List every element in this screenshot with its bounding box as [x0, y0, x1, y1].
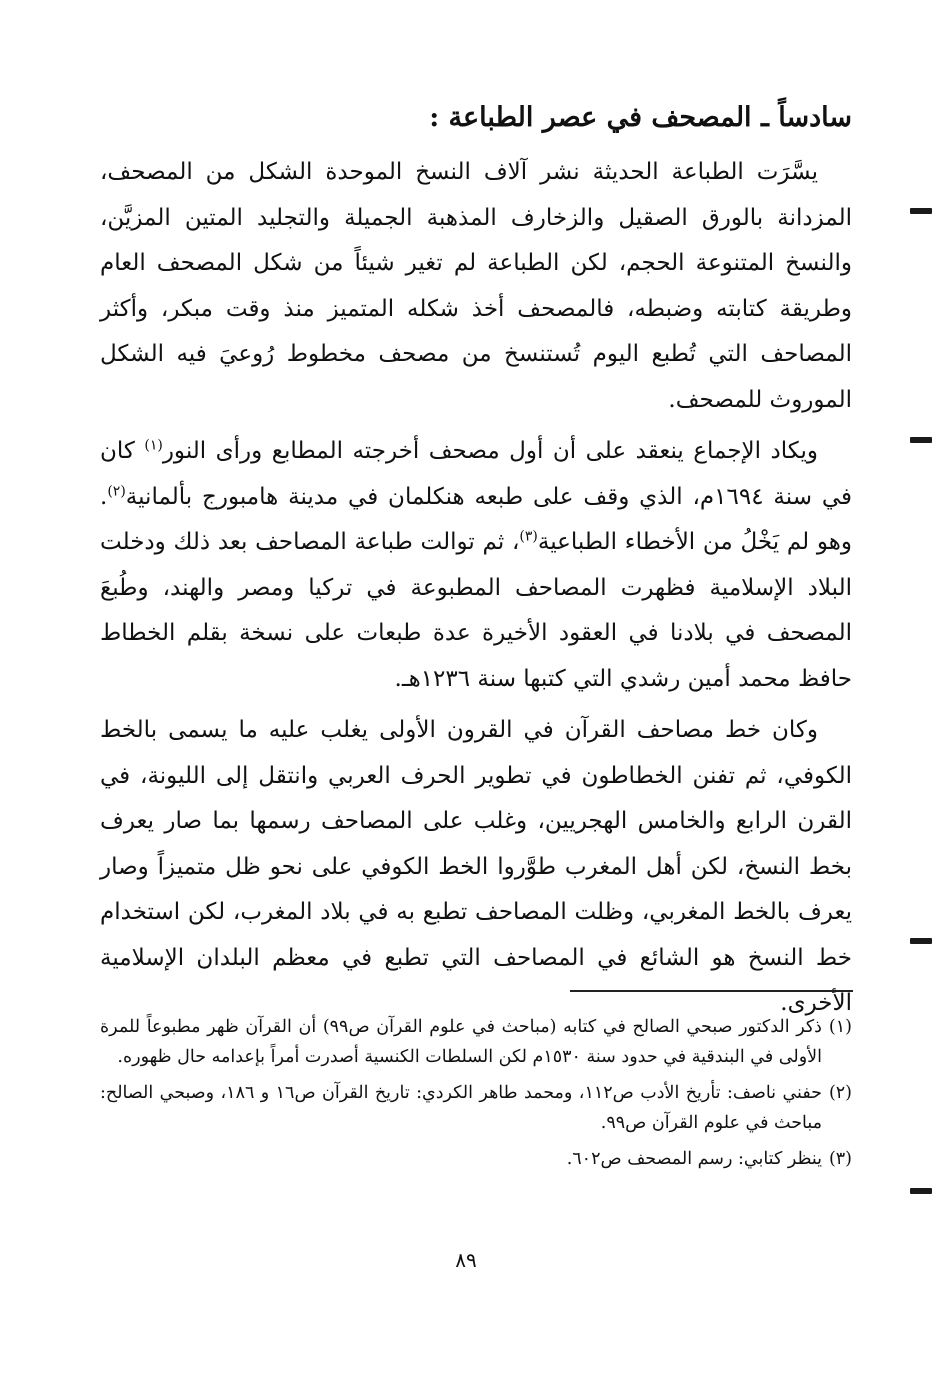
- paragraph-1-text: يسَّرَت الطباعة الحديثة نشر آلاف النسخ الموحدة الشكل من المصحف، المزدانة بالورق الصقيل والزخارف المذهبة الجميلة والتجليد المتين المزيَّن، والنسخ المتنوعة الحجم، لكن الطباعة لم تغير شيئاً من شكل المصحف العام وطريقة كتابته وضبطه، فالمصحف أخذ شكله المتميز منذ وقت مبكر، وأكثر المصاحف التي تُطبع اليوم تُستنسخ من مصحف مخطوط رُوعيَ فيه الشكل الموروث للمصحف.: [100, 159, 852, 413]
- footnote-separator: [570, 990, 853, 992]
- margin-mark: [910, 208, 932, 214]
- footnote-ref-2[interactable]: (٢): [107, 482, 126, 499]
- footnote-ref-1[interactable]: (١): [144, 437, 163, 454]
- footnote-3: [100, 1144, 852, 1174]
- paragraph-2-part-2: كان في سنة ١٦٩٤م، الذي وقف على طبعه هنكلمان في مدينة هامبورج بألمانية: [100, 438, 852, 510]
- paragraph-2-part-4: ، ثم توالت طباعة المصاحف بعد ذلك ودخلت البلاد الإسلامية فظهرت المصاحف المطبوعة في تركيا ومصر والهند، وطُبعَ المصحف في بلادنا في العقود الأخيرة عدة طبعات على نسخة بقلم الخطاط حافظ محمد أمين رشدي التي كتبها سنة ١٢٣٦هـ.: [100, 529, 852, 692]
- paragraph-3-text: وكان خط مصاحف القرآن في القرون الأولى يغلب عليه ما يسمى بالخط الكوفي، ثم تفنن الخطاطون في تطوير الحرف العربي وانتقل إلى الليونة، في القرن الرابع والخامس الهجريين، وغلب على المصاحف رسمها بما صار يعرف بخط النسخ، لكن أهل المغرب طوَّروا الخط الكوفي على نحو ظل متميزاً وصار يعرف بالخط المغربي، وظلت المصاحف تطبع به في بلاد المغرب، لكن استخدام خط النسخ هو الشائع في المصاحف التي تطبع في معظم البلدان الإسلامية الأخرى.: [100, 717, 852, 1016]
- footnote-ref-3[interactable]: (٣): [519, 528, 538, 545]
- footnote-2-text: حفني ناصف: تأريخ الأدب ص١١٢، ومحمد طاهر الكردي: تاريخ القرآن ص١٦ و ١٨٦، وصبحي الصالح: مباحث في علوم القرآن ص٩٩.: [100, 1083, 822, 1133]
- paragraph-scripts: [100, 708, 852, 1027]
- footnote-3-text: ينظر كتابي: رسم المصحف ص٦٠٢.: [566, 1149, 822, 1169]
- footnote-1-text: ذكر الدكتور صبحي الصالح في كتابه (مباحث في علوم القرآن ص٩٩) أن القرآن ظهر مطبوعاً للمرة الأولى في البندقية في حدود سنة ١٥٣٠م لكن السلطات الكنسية أصدرت أمراً بإعدامه حال ظهوره.: [100, 1017, 822, 1067]
- section-heading: سادساً ـ المصحف في عصر الطباعة :: [429, 102, 852, 133]
- page-number: ٨٩: [455, 1248, 477, 1272]
- footnote-1-number: (١): [828, 1017, 852, 1037]
- paragraph-2-part-1: ويكاد الإجماع ينعقد على أن أول مصحف أخرجته المطابع ورأى النور: [162, 438, 818, 464]
- footnote-2-number: (٢): [828, 1083, 852, 1103]
- paragraph-first-printed-mushaf: [100, 429, 852, 702]
- margin-mark: [910, 437, 932, 443]
- footnotes: [100, 1012, 852, 1180]
- margin-mark: [910, 938, 932, 944]
- footnote-2: [100, 1078, 852, 1138]
- paragraph-printing: [100, 150, 852, 423]
- footnote-1: [100, 1012, 852, 1072]
- main-text: [100, 92, 852, 1027]
- footnote-3-number: (٣): [828, 1149, 852, 1169]
- paragraph-2-part-3: . وهو لم يَخْلُ من الأخطاء الطباعية: [100, 483, 853, 555]
- margin-mark: [910, 1188, 932, 1194]
